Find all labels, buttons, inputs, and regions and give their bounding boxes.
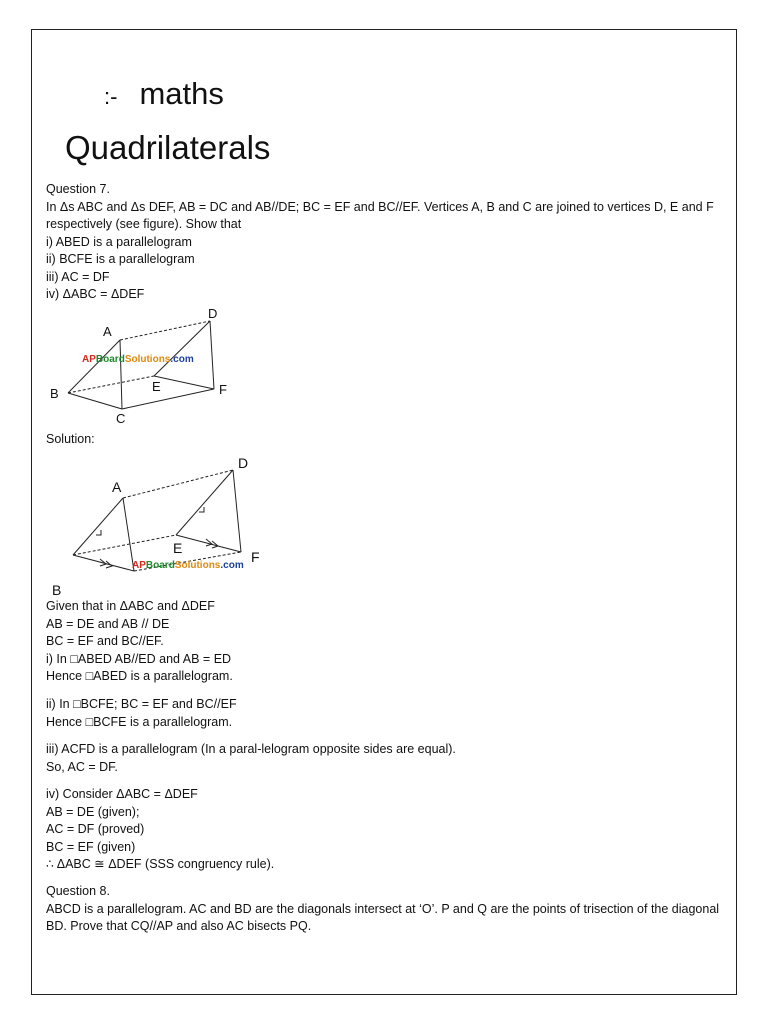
edge-ab	[73, 498, 123, 555]
edge-be	[68, 376, 154, 393]
solution-part-2	[46, 696, 726, 731]
question-7-part: iv) ΔABC = ΔDEF	[46, 287, 145, 301]
vertex-label-d: D	[238, 455, 249, 471]
question-8-statement: ABCD is a parallelogram. AC and BD are the diagonals intersect at ‘O’. P and Q are the points of trisection of the diagonal BD. Prove that CQ//AP and also AC bisects PQ.	[46, 901, 720, 933]
solution-figure	[46, 452, 276, 598]
edge-ef	[176, 535, 241, 552]
edge-df	[233, 470, 241, 552]
vertex-label-d: D	[208, 306, 218, 321]
part-1-line: i) In □ABED AB//ED and AB = ED	[46, 651, 232, 666]
edge-ab	[68, 340, 120, 393]
vertex-label-e: E	[173, 540, 183, 556]
chapter-title: Quadrilaterals	[65, 129, 271, 166]
vertex-label-e: E	[152, 379, 161, 394]
question-figure	[46, 306, 246, 426]
watermark-prefix: AP	[132, 560, 146, 571]
arrow-mark	[96, 530, 101, 535]
vertex-label-f: F	[251, 549, 260, 565]
subject-heading	[104, 74, 224, 117]
question-7-part: ii) BCFE is a parallelogram	[46, 252, 195, 266]
edge-ad	[123, 470, 233, 498]
solution-heading	[46, 431, 726, 449]
part-2-line: ii) In □BCFE; BC = EF and BC//EF	[46, 697, 237, 711]
watermark-domain: .com	[220, 560, 244, 571]
part-4-line: AB = DE (given);	[46, 804, 140, 819]
edge-cf	[122, 389, 214, 409]
watermark-highlight: Board	[145, 560, 175, 571]
edge-de	[154, 321, 210, 376]
question-8	[46, 883, 726, 936]
edge-ad	[120, 321, 210, 340]
part-4-line: BC = EF (given)	[46, 839, 136, 854]
watermark	[132, 560, 244, 571]
edge-ef	[154, 376, 214, 389]
question-7-label: Question 7.	[46, 182, 110, 196]
edge-bc	[68, 393, 122, 409]
part-3-line: iii) ACFD is a parallelogram (In a paral-lelogram opposite sides are equal).	[46, 742, 456, 756]
solution-part-4	[46, 786, 726, 874]
vertex-label-c: C	[116, 411, 126, 426]
vertex-label-b: B	[50, 386, 59, 401]
part-2-line: Hence □BCFE is a parallelogram.	[46, 714, 233, 729]
part-4-line: ∴ ΔABC ≅ ΔDEF (SSS congruency rule).	[46, 857, 275, 871]
question-7	[46, 181, 726, 304]
watermark-prefix: AP	[82, 354, 96, 365]
question-7-part: iii) AC = DF	[46, 269, 110, 284]
edge-ac	[120, 340, 122, 409]
vertex-label-f: F	[219, 382, 227, 397]
solution-given	[46, 598, 726, 686]
watermark	[82, 354, 194, 365]
vertex-label-a: A	[112, 479, 122, 495]
given-line: BC = EF and BC//EF.	[46, 634, 164, 648]
vertex-label-b: B	[52, 582, 62, 598]
question-8-label: Question 8.	[46, 884, 110, 898]
subject-name: maths	[139, 76, 224, 111]
part-4-line: AC = DF (proved)	[46, 822, 145, 836]
edge-df	[210, 321, 214, 389]
edge-de	[176, 470, 233, 535]
document-page	[31, 29, 737, 995]
watermark-domain: .com	[170, 354, 194, 365]
vertex-label-a: A	[103, 324, 112, 339]
edge-bc	[73, 555, 134, 571]
watermark-highlight: Board	[95, 354, 125, 365]
solution-part-3	[46, 741, 726, 776]
part-1-line: Hence □ABED is a parallelogram.	[46, 669, 233, 683]
watermark-suffix: Solutions	[124, 354, 171, 365]
subject-prefix: :-	[104, 84, 118, 109]
arrow-mark	[206, 539, 212, 546]
question-7-part: i) ABED is a parallelogram	[46, 234, 192, 249]
given-line: AB = DE and AB // DE	[46, 616, 170, 631]
given-line: Given that in ΔABC and ΔDEF	[46, 599, 215, 613]
watermark-suffix: Solutions	[174, 560, 221, 571]
solution-label: Solution:	[46, 432, 95, 446]
part-4-line: iv) Consider ΔABC = ΔDEF	[46, 787, 198, 801]
question-7-statement: In Δs ABC and Δs DEF, AB = DC and AB//DE; BC = EF and BC//EF. Vertices A, B and C are joined to vertices D, E and F respectively (see figure). Show that	[46, 199, 714, 231]
part-3-line: So, AC = DF.	[46, 759, 118, 774]
